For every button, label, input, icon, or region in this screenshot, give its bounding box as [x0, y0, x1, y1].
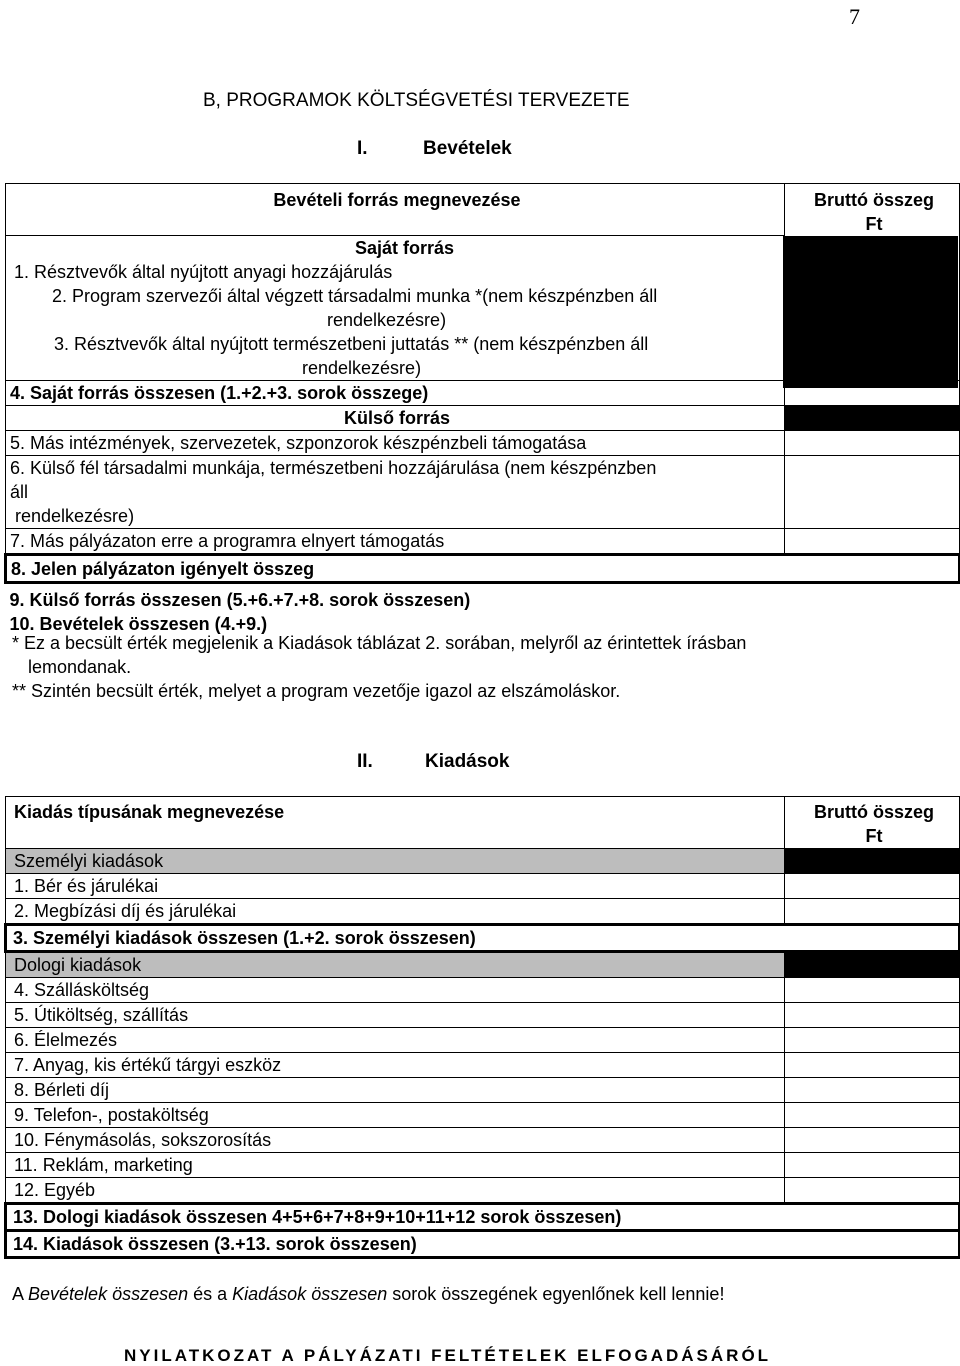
income-section-title: Bevételek — [423, 138, 512, 159]
expense-row-11: 11. Reklám, marketing — [6, 1153, 785, 1178]
expense-row-13: 13. Dologi kiadások összesen 4+5+6+7+8+9+10+11+12 sorok összesen) — [6, 1204, 960, 1231]
expenses-section-number: II. — [357, 751, 373, 772]
income-row-2-line1: 2. Program szervezői által végzett társadalmi munka *(nem készpénzben áll — [52, 286, 658, 306]
expense-row-10-amount[interactable] — [785, 1128, 960, 1153]
expense-row-9: 9. Telefon-, postaköltség — [6, 1103, 785, 1128]
expenses-col-name-header: Kiadás típusának megnevezése — [6, 797, 785, 849]
income-row-1: 1. Résztvevők által nyújtott anyagi hozzájárulás — [14, 262, 393, 282]
income-row-9-amount — [785, 583, 960, 613]
expense-row-1-amount[interactable] — [785, 874, 960, 899]
expense-row-7-amount[interactable] — [785, 1053, 960, 1078]
income-row-6-line3: rendelkezésre) — [15, 506, 135, 526]
external-source-header-fill — [785, 406, 960, 431]
expense-row-10: 10. Fénymásolás, sokszorosítás — [6, 1128, 785, 1153]
income-row-10-amount — [785, 612, 960, 636]
income-row-5: 5. Más intézmények, szervezetek, szponzorok készpénzbeli támogatása — [6, 431, 785, 456]
expense-row-11-amount[interactable] — [785, 1153, 960, 1178]
expense-row-3: 3. Személyi kiadások összesen (1.+2. sorok összesen) — [6, 925, 960, 952]
amount-header-line2: Ft — [865, 214, 883, 234]
expense-row-12: 12. Egyéb — [6, 1178, 785, 1204]
footnote-1-line2: lemondanak. — [28, 657, 132, 677]
expense-row-9-amount[interactable] — [785, 1103, 960, 1128]
income-row-2 — [6, 284, 784, 332]
balance-note — [12, 1282, 724, 1306]
page-number: 7 — [849, 4, 860, 29]
material-expenses-header-fill — [785, 952, 960, 978]
balance-note-pre: A — [12, 1284, 29, 1304]
income-col-name-header: Bevételi forrás megnevezése — [6, 184, 785, 236]
income-row-3 — [6, 332, 784, 380]
expense-row-6: 6. Élelmezés — [6, 1028, 785, 1053]
expense-row-14: 14. Kiadások összesen (3.+13. sorok összesen) — [6, 1231, 960, 1258]
income-footnote-2: ** Szintén becsült érték, melyet a program vezetője igazol az elszámoláskor. — [12, 681, 621, 701]
expense-row-4: 4. Szállásköltség — [6, 978, 785, 1003]
income-row-8: 8. Jelen pályázaton igényelt összeg — [6, 555, 960, 583]
income-row-6 — [6, 456, 785, 529]
exp-amount-header-line1: Bruttó összeg — [813, 802, 934, 822]
income-row-7-amount[interactable] — [785, 529, 960, 555]
footnote-1-line1: * Ez a becsült érték megjelenik a Kiadások táblázat 2. sorában, melyről az érintettek írásban — [12, 633, 747, 653]
income-row-7: 7. Más pályázaton erre a programra elnyert támogatás — [6, 529, 785, 555]
income-row-6-line2: áll — [10, 482, 29, 502]
expense-row-5: 5. Útiköltség, szállítás — [6, 1003, 785, 1028]
expense-row-6-amount[interactable] — [785, 1028, 960, 1053]
expenses-col-amount-header — [785, 797, 960, 849]
income-row-2-line2: rendelkezésre) — [327, 310, 447, 330]
expense-row-8: 8. Bérleti díj — [6, 1078, 785, 1103]
document-title: B, PROGRAMOK KÖLTSÉGVETÉSI TERVEZETE — [203, 90, 630, 111]
income-section-number: I. — [357, 138, 368, 159]
expense-row-12-amount[interactable] — [785, 1178, 960, 1204]
income-row-6-line1: 6. Külső fél társadalmi munkája, természetbeni hozzájárulása (nem készpénzben — [10, 458, 657, 478]
income-row-3-line1: 3. Résztvevők által nyújtott természetbeni juttatás ** (nem készpénzben áll — [54, 334, 649, 354]
external-source-header: Külső forrás — [6, 406, 785, 431]
balance-note-mid: és a — [188, 1284, 233, 1304]
own-source-amount-fill — [783, 236, 958, 388]
balance-note-expense-term: Kiadások összesen — [232, 1284, 388, 1304]
expense-row-8-amount[interactable] — [785, 1078, 960, 1103]
declaration-heading: NYILATKOZAT A PÁLYÁZATI FELTÉTELEK ELFOGADÁSÁRÓL — [124, 1346, 772, 1365]
expenses-table — [4, 796, 960, 1259]
balance-note-income-term: Bevételek összesen — [28, 1284, 189, 1304]
income-row-4: 4. Saját forrás összesen (1.+2.+3. sorok összege) — [6, 381, 785, 406]
income-row-3-line2: rendelkezésre) — [302, 358, 422, 378]
material-expenses-header: Dologi kiadások — [6, 952, 785, 978]
income-row-10: 10. Bevételek összesen (4.+9.) — [9, 614, 268, 634]
amount-header-line1: Bruttó összeg — [813, 190, 934, 210]
income-row-9: 9. Külső forrás összesen (5.+6.+7.+8. sorok összesen) — [9, 590, 471, 610]
balance-note-post: sorok összegének egyenlőnek kell lennie! — [387, 1284, 725, 1304]
income-footnote-1 — [12, 631, 746, 679]
expenses-section-title: Kiadások — [425, 751, 510, 772]
expense-row-5-amount[interactable] — [785, 1003, 960, 1028]
own-source-block — [6, 236, 785, 381]
personal-expenses-header: Személyi kiadások — [6, 849, 785, 874]
personal-expenses-header-fill — [785, 849, 960, 874]
own-source-header: Saját forrás — [354, 238, 454, 258]
expense-row-7: 7. Anyag, kis értékű tárgyi eszköz — [6, 1053, 785, 1078]
income-row-6-amount[interactable] — [785, 456, 960, 529]
income-row-5-amount[interactable] — [785, 431, 960, 456]
expense-row-4-amount[interactable] — [785, 978, 960, 1003]
expense-row-1: 1. Bér és járulékai — [6, 874, 785, 899]
exp-amount-header-line2: Ft — [865, 826, 883, 846]
expense-row-2: 2. Megbízási díj és járulékai — [6, 899, 785, 925]
expense-row-2-amount[interactable] — [785, 899, 960, 925]
